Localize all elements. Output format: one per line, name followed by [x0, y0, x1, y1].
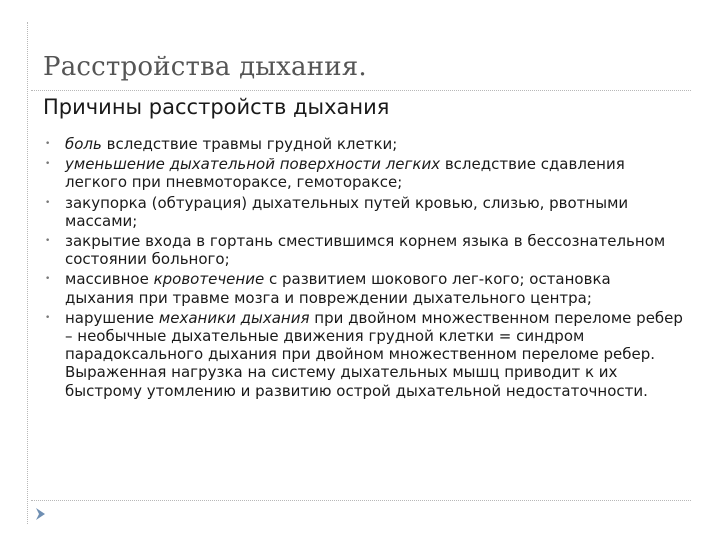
bullet-item	[43, 309, 683, 400]
bullet-item	[43, 232, 683, 268]
bullet-text: с развитием шокового лег-кого; остановка дыхания при травме мозга и повреждении дыхательного центра;	[65, 270, 611, 307]
bullet-item	[43, 270, 683, 306]
bullet-list	[43, 135, 683, 402]
slide-subtitle: Причины расстройств дыхания	[43, 95, 390, 119]
title-divider	[31, 90, 691, 91]
bullet-dot-icon: •	[45, 312, 51, 323]
bullet-emphasis: уменьшение дыхательной поверхности легких	[65, 155, 441, 174]
bullet-dot-icon: •	[45, 197, 51, 208]
bullet-item	[43, 194, 683, 230]
bullet-item	[43, 155, 683, 191]
bullet-text: при двойном множественном переломе ребер – необычные дыхательные движения грудной клетки = синдром парадоксального дыхания при двойном множественном переломе ребер. Выраженная нагрузка на систему дыхательных мышц приводит к их быстрому утомлению и развитию острой дыхательной недостаточности.	[65, 308, 683, 400]
bullet-text: закупорка (обтурация) дыхательных путей кровью, слизью, рвотными массами;	[65, 193, 629, 230]
play-arrow-icon[interactable]	[33, 507, 47, 521]
bullet-emphasis: механики дыхания	[158, 308, 310, 327]
slide-title: Расстройства дыхания.	[43, 52, 367, 82]
bullet-text: закрытие входа в гортань сместившимся корнем языка в бессознательном состоянии больного;	[65, 232, 666, 269]
bullet-dot-icon: •	[45, 139, 51, 149]
footer-divider	[31, 500, 691, 501]
bullet-dot-icon: •	[45, 159, 51, 170]
bullet-dot-icon: •	[45, 274, 51, 285]
bullet-item	[43, 135, 683, 153]
bullet-emphasis: боль	[65, 135, 102, 153]
left-guide-line	[27, 22, 28, 524]
bullet-text: массивное	[65, 270, 154, 289]
bullet-emphasis: кровотечение	[153, 270, 265, 289]
bullet-text: вследствие сдавления легкого при пневмотораксе, гемотораксе;	[65, 155, 625, 192]
bullet-text: вследствие травмы грудной клетки;	[101, 135, 398, 153]
bullet-text: нарушение	[65, 308, 159, 327]
bullet-dot-icon: •	[45, 236, 51, 247]
